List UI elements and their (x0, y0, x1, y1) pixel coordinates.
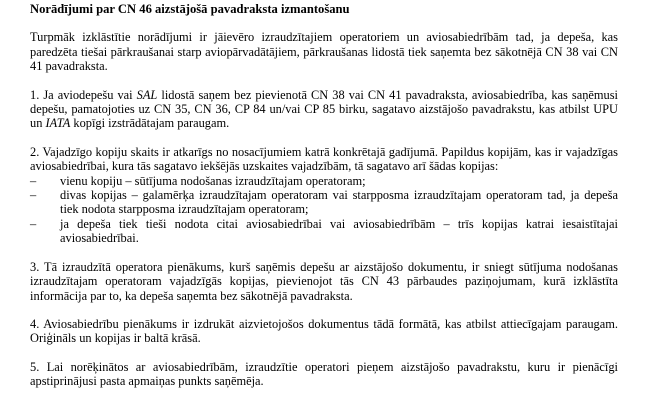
paragraph-1-text-c: kopīgi izstrādātajam paraugam. (70, 116, 230, 131)
document-title: Norādījumi par CN 46 aizstājošā pavadraksta izmantošanu (30, 2, 350, 16)
paragraph-4: 4. Aviosabiedrību pienākums ir izdrukāt aizvietojošos dokumentus tādā formātā, kas atbilst attiecīgajam paraugam. Oriģināls un kopijas ir baltā krāsā. (30, 316, 618, 346)
list-item-text: vienu kopiju – sūtījuma nodošanas izraudzītajam operatoram; (60, 173, 366, 188)
list-item-text: divas kopijas – galamērķa izraudzītajam operatoram vai starpposma izraudzītajam operatoram tad, ja depeša tiek nodota starpposma izraudzītajam operatoram; (60, 188, 618, 217)
list-item (30, 188, 618, 217)
paragraph-1-text-b: lidostā saņem bez pievienotā CN 38 vai CN 41 pavadraksta, aviosabiedrība, kas saņēmusi depešu, pamatojoties uz CN 35, CN 36, CP 84 un/vai CP 85 birku, sagatavo aizstājošo pavadrakstu, kas atbilst UPU un (30, 87, 618, 131)
list-item (30, 174, 618, 188)
list-dash: – (30, 188, 37, 203)
list-item (30, 217, 618, 246)
copies-list (30, 174, 618, 246)
paragraph-1 (30, 88, 618, 131)
iata-abbreviation: IATA (45, 116, 71, 131)
list-dash: – (30, 216, 37, 231)
intro-paragraph: Turpmāk izklāstītie norādījumi ir jāievēro izraudzītajiem operatoriem un aviosabiedrībām tad, ja depeša, kas paredzēta tiešai pārkraušanai starp aviopārvadātājiem, pārkraušanas lidostā tiek saņemta bez sākotnējā CN 38 vai CN 41 pavadraksta. (30, 30, 618, 74)
list-item-text: ja depeša tiek tieši nodota citai aviosabiedrībai vai aviosabiedrībām – trīs kopijas katrai iesaistītajai aviosabiedrībai. (60, 216, 618, 246)
paragraph-1-text-a: 1. Ja aviodepešu vai (30, 87, 137, 102)
paragraph-5: 5. Lai norēķinātos ar aviosabiedrībām, izraudzītie operatori pieņem aizstājošo pavadrakstu, kuru ir pienācīgi apstiprinājusi pasta apmaiņas punkts saņēmēja. (30, 359, 618, 389)
paragraph-2: 2. Vajadzīgo kopiju skaits ir atkarīgs no nosacījumiem katrā konkrētajā gadījumā. Papildus kopijām, kas ir vajadzīgas aviosabiedrībai, kura tās sagatavo iekšējās uzskaites vajadzībām, tā sagatavo arī šādas kopijas: (30, 144, 618, 174)
paragraph-3: 3. Tā izraudzītā operatora pienākums, kurš saņēmis depešu ar aizstājošo dokumentu, ir sniegt sūtījuma nodošanas izraudzītajam operatoram vajadzīgās kopijas, pievienojot tās CN 43 pārbaudes paziņojumam, kurā izklāstīta informācija par to, ka depeša saņemta bez sākotnējā pavadraksta. (30, 259, 618, 303)
list-dash: – (30, 173, 37, 188)
document-page (30, 2, 618, 403)
sal-abbreviation: SAL (136, 87, 158, 102)
